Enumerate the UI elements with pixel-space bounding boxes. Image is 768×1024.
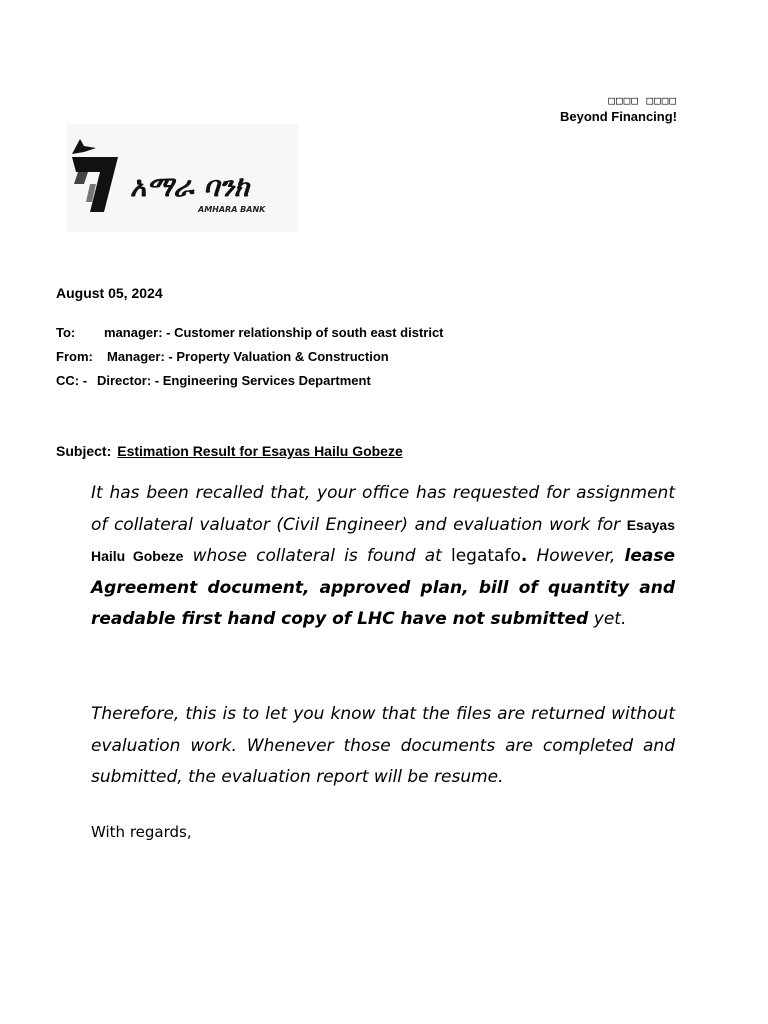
logo-english: AMHARA BANK: [198, 205, 266, 214]
memo-subject: [56, 443, 403, 459]
cc-label: CC: -: [56, 373, 88, 388]
bank-logo: [66, 124, 298, 232]
tagline-script: □□□□ □□□□: [608, 94, 677, 107]
header-tagline: [560, 93, 677, 125]
p1-text-b: whose collateral is found at: [183, 546, 451, 567]
from-value: Manager: - Property Valuation & Construction: [107, 349, 389, 364]
subject-label: Subject:: [56, 443, 112, 459]
p1-period: .: [520, 546, 528, 567]
p1-name: Esayas Hailu Gobeze: [91, 516, 675, 565]
from-label: From:: [56, 349, 93, 364]
logo-mark-icon: [66, 124, 298, 232]
p1-text-a: It has been recalled that, your office has requested for assignment of collateral valuator (Civil Engineer) and evaluation work for: [91, 483, 675, 535]
memo-cc-line: [56, 373, 371, 388]
memo-from-line: [56, 349, 389, 364]
p1-location: legatafo: [450, 546, 521, 567]
p1-text-c: However,: [527, 546, 625, 567]
p1-text-d: yet.: [588, 609, 627, 630]
body-paragraph-2: Therefore, this is to let you know that the files are returned without evaluation work. Whenever those documents are completed and submitted, the evaluation report will be resume.: [91, 704, 675, 788]
memo-date: August 05, 2024: [56, 285, 163, 301]
cc-value: Director: - Engineering Services Department: [97, 373, 371, 388]
to-label: To:: [56, 325, 76, 340]
closing-regards: With regards,: [91, 823, 192, 841]
logo-amharic: አማራ ባንክ: [130, 170, 250, 203]
body-paragraph-1: [91, 478, 675, 636]
to-value: manager: - Customer relationship of south east district: [104, 325, 444, 340]
tagline-text: Beyond Financing!: [560, 109, 677, 124]
subject-text: Estimation Result for Esayas Hailu Gobeze: [117, 443, 403, 459]
memo-to-line: [56, 325, 444, 340]
p1-bold-text: lease Agreement document, approved plan, bill of quantity and readable first hand copy of LHC have not submitted: [91, 546, 675, 630]
